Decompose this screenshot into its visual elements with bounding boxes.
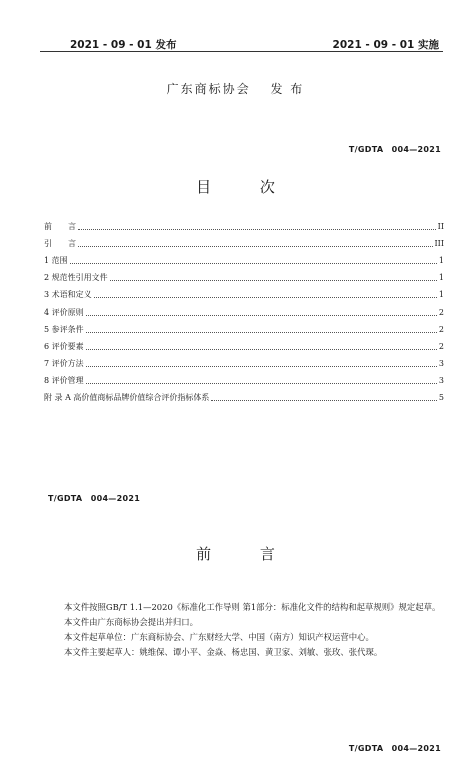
toc-leader — [94, 297, 437, 298]
toc-item[interactable] — [44, 335, 444, 352]
toc-item-page: 3 — [438, 358, 444, 368]
table-of-contents — [44, 215, 444, 403]
toc-item-page: 2 — [438, 324, 444, 334]
foreword-paragraph: 本文件主要起草人：姚维保、谭小平、金焱、杨忠国、黄卫家、刘敏、张玫、张代琛。 — [64, 647, 383, 657]
toc-leader — [78, 229, 436, 230]
standard-code: T/GDTA 004—2021 — [348, 744, 441, 753]
toc-item-page: 2 — [438, 307, 444, 317]
toc-item[interactable] — [44, 318, 444, 335]
toc-item-label: 8 评价管理 — [44, 375, 84, 385]
toc-leader — [70, 263, 437, 264]
toc-leader — [86, 315, 437, 316]
toc-item-label: 7 评价方法 — [44, 358, 84, 368]
toc-item-label: 引 言 — [44, 239, 76, 249]
toc-item[interactable] — [44, 215, 444, 232]
publish-date: 2021 - 09 - 01 发布 — [70, 39, 177, 51]
toc-leader — [86, 366, 437, 367]
toc-item-page: 3 — [438, 375, 444, 385]
toc-leader — [110, 280, 437, 281]
foreword-paragraph: 本文件由广东商标协会提出并归口。 — [64, 617, 198, 627]
standard-code: T/GDTA 004—2021 — [48, 494, 141, 503]
toc-item-label: 前 言 — [44, 222, 76, 232]
toc-item-label: 附 录 A 高价值商标品牌价值综合评价指标体系 — [44, 393, 210, 403]
toc-item-label: 3 术语和定义 — [44, 290, 92, 300]
standard-code: T/GDTA 004—2021 — [348, 145, 441, 154]
toc-item-label: 2 规范性引用文件 — [44, 273, 108, 283]
toc-leader — [86, 332, 437, 333]
toc-item[interactable] — [44, 283, 444, 300]
foreword-title: 前 言 — [196, 545, 297, 563]
foreword-body — [64, 600, 464, 660]
toc-item[interactable] — [44, 232, 444, 249]
foreword-paragraph: 本文件按照GB/T 1.1—2020《标准化工作导则 第1部分：标准化文件的结构和起草规则》规定起草。 — [64, 602, 441, 612]
toc-item-page: 1 — [438, 273, 444, 283]
toc-leader — [211, 400, 437, 401]
toc-item-page: 2 — [438, 341, 444, 351]
toc-leader — [86, 383, 437, 384]
publishing-organization: 广东商标协会 发 布 — [166, 82, 305, 96]
foreword-paragraph: 本文件起草单位：广东商标协会、广东财经大学、中国（南方）知识产权运营中心。 — [64, 632, 374, 642]
toc-item-page: 1 — [438, 256, 444, 266]
toc-leader — [78, 246, 433, 247]
toc-leader — [86, 349, 437, 350]
toc-item[interactable] — [44, 300, 444, 317]
toc-item-page: 5 — [438, 393, 444, 403]
toc-item-label: 4 评价原则 — [44, 307, 84, 317]
toc-item-label: 1 范围 — [44, 256, 68, 266]
toc-item-page: 1 — [438, 290, 444, 300]
toc-item[interactable] — [44, 369, 444, 386]
toc-item[interactable] — [44, 352, 444, 369]
toc-item-page: III — [434, 239, 444, 249]
toc-item[interactable] — [44, 386, 444, 403]
toc-item-label: 6 评价要素 — [44, 341, 84, 351]
header-divider — [40, 51, 443, 52]
implement-date: 2021 - 09 - 01 实施 — [332, 39, 439, 51]
toc-item[interactable] — [44, 249, 444, 266]
toc-item-page: II — [437, 222, 444, 232]
toc-item-label: 5 参评条件 — [44, 324, 84, 334]
toc-item[interactable] — [44, 266, 444, 283]
toc-title: 目 次 — [196, 178, 297, 196]
